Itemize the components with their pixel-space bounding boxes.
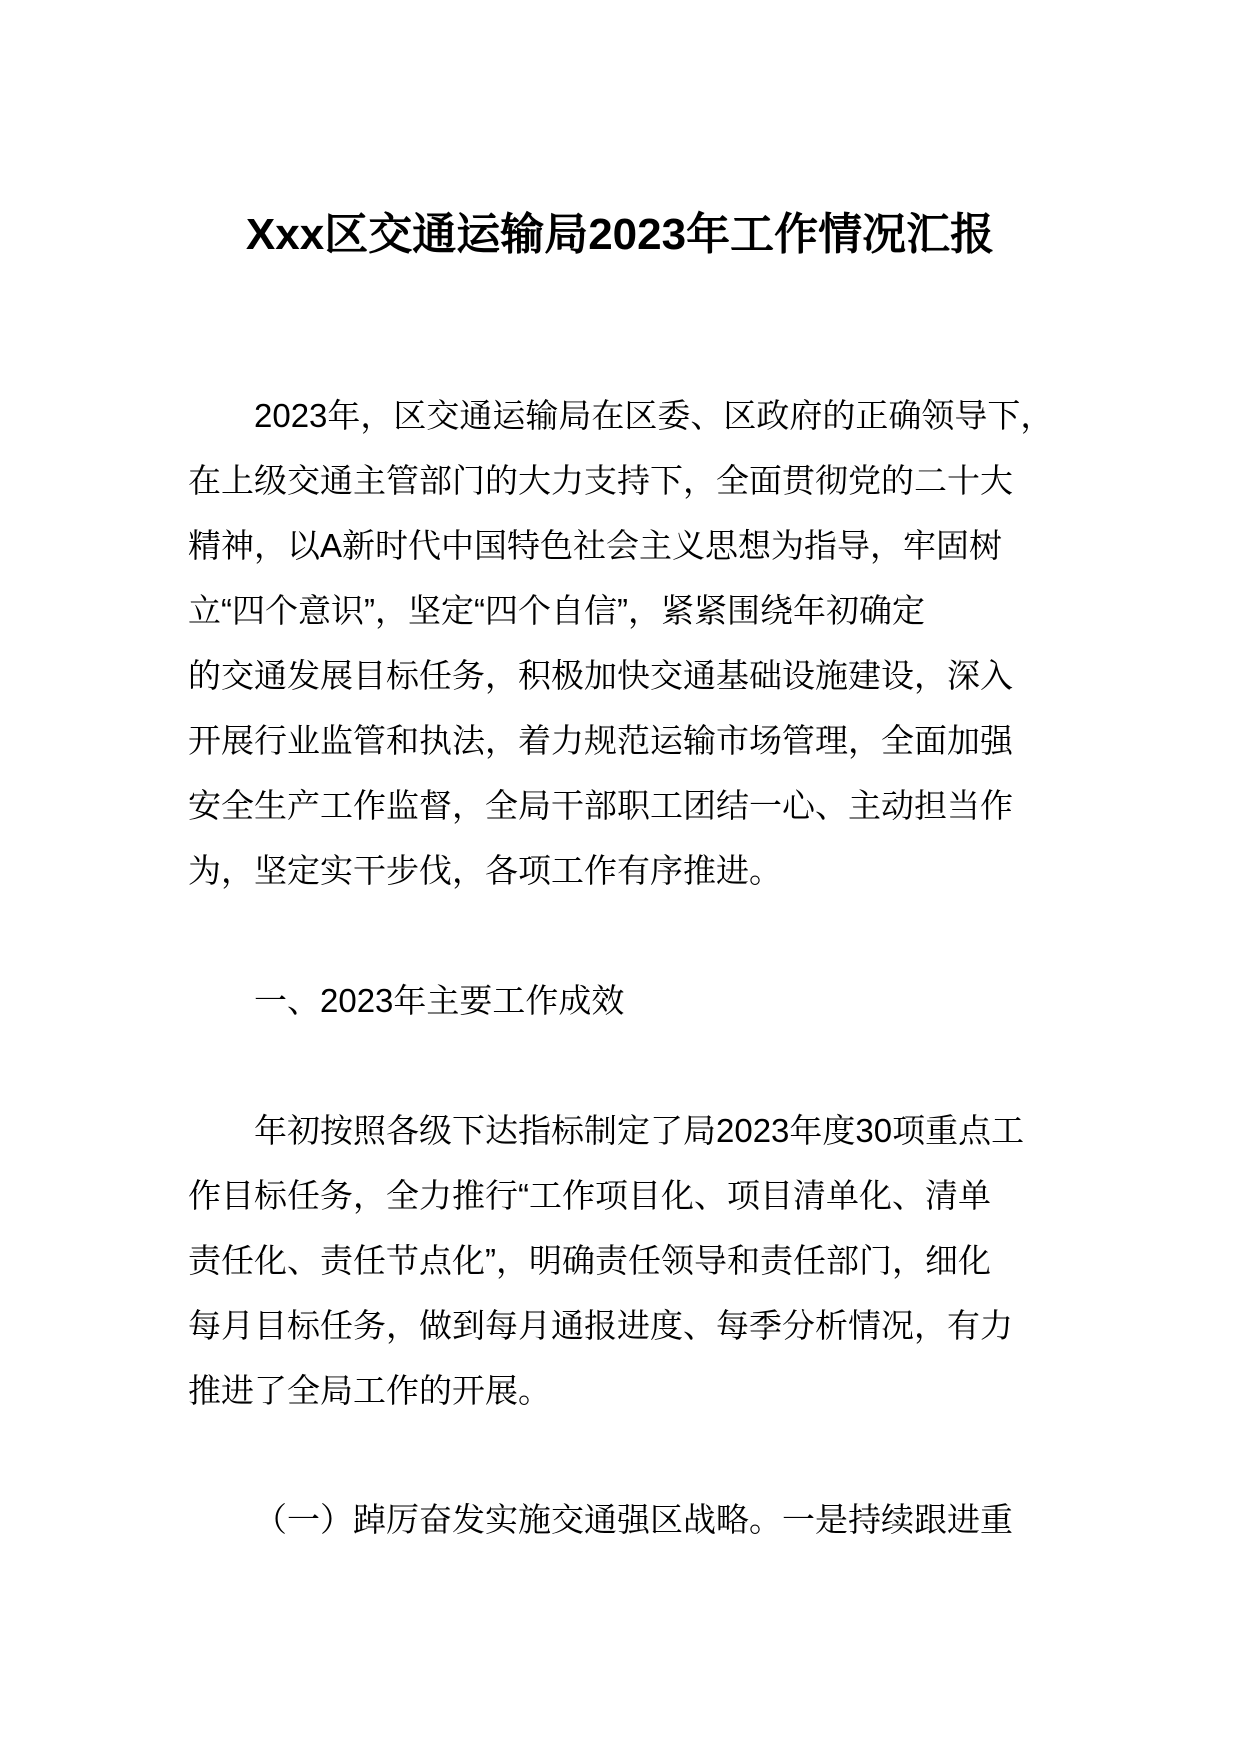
heading-line: 一、2023年主要工作成效 <box>254 982 625 1019</box>
text-line: 立“四个意识”，坚定“四个自信”，紧紧围绕年初确定 <box>188 592 925 629</box>
text-line: 推进了全局工作的开展。 <box>188 1372 551 1409</box>
text-line: 安全生产工作监督，全局干部职工团结一心、主动担当作 <box>188 787 1013 824</box>
text-line: 的交通发展目标任务，积极加快交通基础设施建设，深入 <box>188 657 1013 694</box>
text-line: 作目标任务，全力推行“工作项目化、项目清单化、清单 <box>188 1177 991 1214</box>
text-line: 精神，以A新时代中国特色社会主义思想为指导，牢固树 <box>188 527 1003 564</box>
text-line: 年初按照各级下达指标制定了局2023年度30项重点工 <box>254 1112 1025 1149</box>
text-line: 开展行业监管和执法，着力规范运输市场管理，全面加强 <box>188 722 1013 759</box>
text-line: 2023年，区交通运输局在区委、区政府的正确领导下， <box>254 397 1054 434</box>
document-title: Xxx区交通运输局2023年工作情况汇报 <box>245 210 995 259</box>
text-line: 在上级交通主管部门的大力支持下，全面贯彻党的二十大 <box>188 462 1013 499</box>
text-line: （一）踔厉奋发实施交通强区战略。一是持续跟进重 <box>254 1501 1013 1538</box>
text-line: 为，坚定实干步伐，各项工作有序推进。 <box>188 852 782 889</box>
text-line: 责任化、责任节点化”，明确责任领导和责任部门，细化 <box>188 1242 991 1279</box>
text-line: 每月目标任务，做到每月通报进度、每季分析情况，有力 <box>188 1307 1013 1344</box>
